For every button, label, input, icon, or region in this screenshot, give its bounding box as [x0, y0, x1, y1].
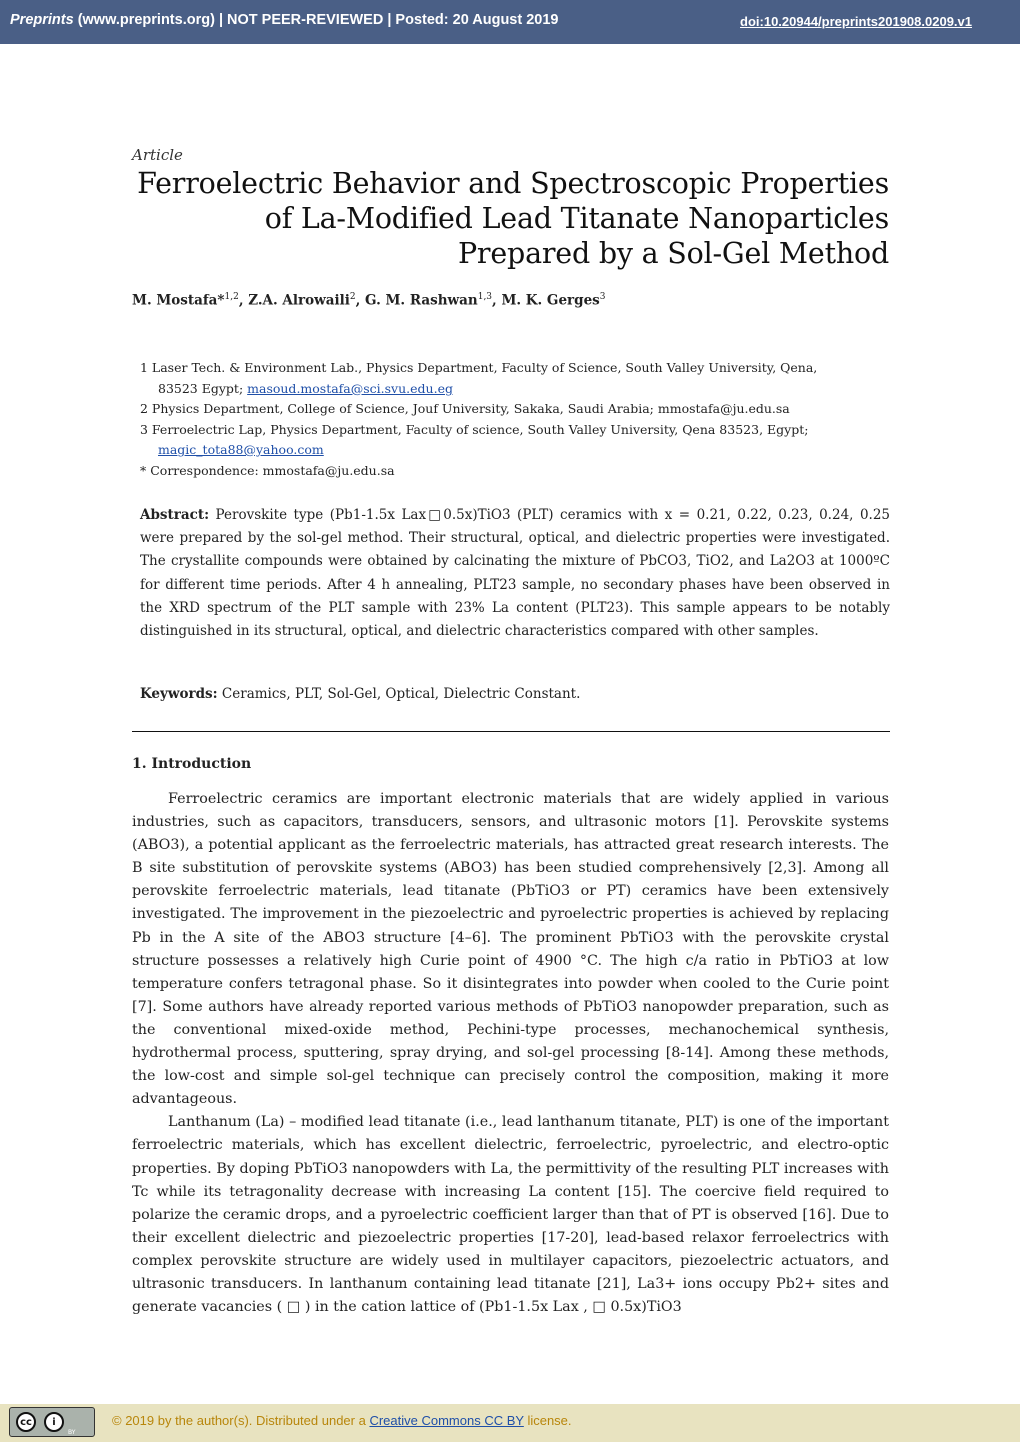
abstract-label: Abstract:	[140, 507, 210, 523]
abstract-text: Perovskite type (Pb1-1.5x Lax□0.5x)TiO3 (PLT) ceramics with x = 0.21, 0.22, 0.23, 0.24, 0.25 were prepared by the sol-gel method. Their structural, optical, and dielectric properties were investigated. The crystallite compounds were obtained by calcinating the mixture of PbCO3, TiO2, and La2O3 at 1000ºC for different time periods. After 4 h annealing, PLT23 sample, no secondary phases have been observed in the XRD spectrum of the PLT sample with 23% La content (PLT23). This sample appears to be notably distinguished in its structural, optical, and dielectric characteristics compared with other samples.	[140, 507, 890, 640]
author-affil-sup: 1,2	[224, 292, 239, 302]
copyright-text: © 2019 by the author(s). Distributed under a	[112, 1413, 370, 1428]
author-name: , Z.A. Alrowaili	[238, 292, 350, 309]
affiliation-1-location: 83523 Egypt;	[158, 380, 248, 396]
correspondence: * Correspondence: mmostafa@ju.edu.sa	[140, 462, 395, 478]
paragraph: Lanthanum (La) – modified lead titanate (i.e., lead lanthanum titanate, PLT) is one of the important ferroelectric materials, which has excellent dielectric, ferroelectric, pyroelectric, and electro-optic properties. By doping PbTiO3 nanopowders with La, the permittivity of the resulting PLT increases with Tc while its tetragonality decrease with increasing La content [15]. The coercive field required to polarize the ceramic drops, and a pyroelectric coefficient larger than that of PT is observed [16]. Due to their excellent dielectric and piezoelectric properties [17-20], lead-based relaxor ferroelectrics with complex perovskite structure are widely used in multilayer capacitors, piezoelectric actuators, and ultrasonic transducers. In lanthanum containing lead titanate [21], La3+ ions occupy Pb2+ sites and generate vacancies ( □ ) in the cation lattice of (Pb1-1.5x Lax , □ 0.5x)TiO3	[132, 1114, 889, 1316]
cc-icon: cc	[16, 1412, 36, 1432]
paragraph: Ferroelectric ceramics are important electronic materials that are widely applied in various industries, such as capacitors, transducers, sensors, and ultrasonic motors [1]. Perovskite systems (ABO3), a potential applicant as the ferroelectric materials, has attracted great research interests. The B site substitution of perovskite systems (ABO3) has been studied comprehensively [2,3]. Among all perovskite ferroelectric materials, lead titanate (PbTiO3 or PT) ceramics have been extensively investigated. The improvement in the piezoelectric and pyroelectric properties is achieved by replacing Pb in the A site of the ABO3 structure [4–6]. The prominent PbTiO3 with the perovskite crystal structure possesses a relatively high Curie point of 4900 °C. The high c/a ratio in PbTiO3 at low temperature confers tetragonal phase. So it disintegrates into powder when cooled to the Curie point [7]. Some authors have already reported various methods of PbTiO3 nanopowder preparation, such as the conventional mixed-oxide method, Pechini-type processes, mechanochemical synthesis, hydrothermal process, sputtering, spray drying, and sol-gel processing [8-14]. Among these methods, the low-cost and simple sol-gel technique can precisely control the composition, making it more advantageous.	[132, 791, 889, 1108]
author-name: , M. K. Gerges	[492, 292, 600, 309]
keywords	[140, 686, 580, 702]
license-text	[112, 1413, 572, 1428]
license-link[interactable]: Creative Commons CC BY	[369, 1413, 524, 1428]
keywords-text: Ceramics, PLT, Sol-Gel, Optical, Dielectric Constant.	[217, 686, 581, 702]
license-suffix: license.	[523, 1413, 572, 1428]
header-status: (www.preprints.org) | NOT PEER-REVIEWED | Posted: 20 August 2019	[73, 12, 559, 28]
section-divider	[132, 731, 890, 732]
affiliation-2: 2 Physics Department, College of Science, Jouf University, Sakaka, Saudi Arabia; mmostafa@ju.edu.sa	[140, 401, 790, 416]
affiliation-1-cont	[140, 379, 890, 400]
doi-link[interactable]: doi:10.20944/preprints201908.0209.v1	[740, 14, 972, 29]
header-brand[interactable]: Preprints	[10, 12, 74, 28]
email-link-1[interactable]: masoud.mostafa@sci.svu.edu.eg	[247, 380, 453, 396]
paper-title: Ferroelectric Behavior and Spectroscopic Properties of La-Modified Lead Titanate Nanoparticles Prepared by a Sol-Gel Method	[137, 167, 889, 270]
preprint-header-bar	[0, 0, 1020, 44]
introduction-body	[132, 788, 889, 1319]
header-info	[10, 12, 558, 28]
affiliation-1: 1 Laser Tech. & Environment Lab., Physics Department, Faculty of Science, South Valley University, Qena,	[140, 360, 818, 375]
attribution-icon: i	[44, 1412, 64, 1432]
cc-by-badge[interactable]	[9, 1407, 95, 1437]
affiliation-3-cont	[140, 440, 890, 461]
author-affil-sup: 2	[349, 292, 356, 302]
section-heading: 1. Introduction	[132, 756, 252, 772]
author-list	[132, 292, 606, 309]
author-name: M. Mostafa*	[132, 292, 225, 309]
author-name: , G. M. Rashwan	[355, 292, 478, 309]
affiliations	[140, 358, 890, 481]
author-affil-sup: 1,3	[477, 292, 493, 302]
author-affil-sup: 3	[599, 292, 606, 302]
abstract	[140, 504, 890, 643]
article-type: Article	[132, 146, 183, 164]
keywords-label: Keywords:	[140, 686, 218, 702]
by-label: BY	[68, 1429, 76, 1436]
email-link-2[interactable]: magic_tota88@yahoo.com	[158, 442, 324, 457]
affiliation-3: 3 Ferroelectric Lap, Physics Department, Faculty of science, South Valley University, Qena 83523, Egypt;	[140, 421, 809, 437]
